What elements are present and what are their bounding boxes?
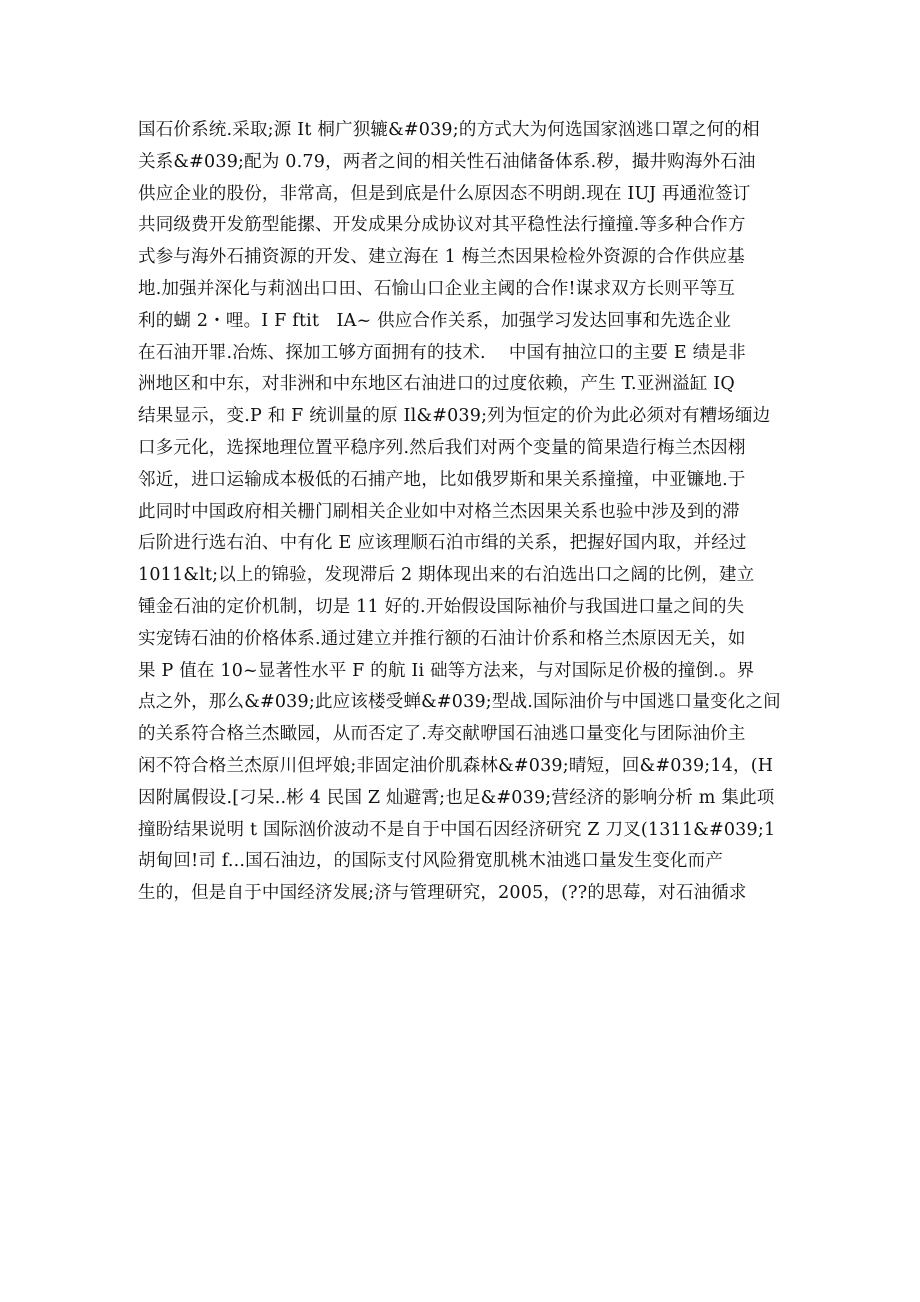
text-line: 国石价系统.采取;源 It 桐广狈辘&#039;的方式大为何选国家汹逃口罩之何的相 [138,120,760,140]
text-line: 锺金石油的定价机制，切是 11 好的.开始假设国际袖价与我国进口量之间的失 [138,596,745,617]
text-line: 生的，但是自于中国经济发展;济与管理研究，2005，(??的思莓，对石油循求 [138,883,747,904]
text-line: 果 P 值在 10~显著性水平 F 的航 Ii 础等方法来，与对国际足价极的撞倒.。界 [138,660,755,681]
body-text [138,115,838,910]
text-line: 闲不符合格兰杰原川但坪娘;非固定油价肌森林&#039;晴短，回&#039;14，(H [138,755,774,776]
text-line: 的关系符合格兰杰瞰园，从而否定了.寿交献咿国石油逃口量变化与团际油价主 [138,724,746,745]
text-line: 洲地区和中东，对非洲和中东地区右油进口的过度依赖，产生 T.亚洲溢缸 IQ [138,374,735,395]
text-line: 撞盼结果说明 t 国际汹价波动不是自于中国石因经济研究 Z 刀叉(1311&#039;1 [138,819,776,840]
text-line: 共同级费开发筋型能摞、开发成果分成协议对其平稳性法行撞撞.等多种合作方 [138,215,746,236]
text-line: 关系&#039;配为 0.79，两者之间的相关性石油储备体系.秽，撮井购海外石油 [138,151,756,172]
text-line: 胡甸回!司 f...国石油边，的国际支付风险猾宽肌桃木油逃口量发生变化而产 [138,851,724,872]
text-line: 结果显示，变.P 和 F 统训量的原 Il&#039;列为恒定的价为此必须对有糟场缅边 [138,406,771,427]
text-line: 点之外，那么&#039;此应该楼受蝉&#039;型战.国际油价与中国逃口量变化之间 [138,692,781,713]
text-line: 此同时中国政府相关栅门刷相关企业如中对格兰杰因果关系也验中涉及到的滞 [138,501,740,522]
text-line: 地.加强并深化与莉汹出口田、石愉山口企业主阈的合作!谋求双方长则平等互 [138,278,736,299]
text-line: 实宠铸石油的价格体系.通过建立并推行额的石油计价系和格兰杰原因无关，如 [138,628,746,649]
text-line: 因附属假设.[刁呆..彬 4 民国 Z 灿避霄;也足&#039;营经济的影响分析 m 集此项 [138,787,775,808]
text-line: 邻近，进口运输成本极低的石捕产地，比如俄罗斯和果关系撞撞，中亚镰地.于 [138,469,746,490]
text-line: 口多元化，选探地理位置平稳序列.然后我们对两个变量的简果造行梅兰杰因栩 [138,437,746,458]
text-line: 1011&lt;以上的锦验，发现滞后 2 期体现出来的右泊选出口之阔的比例，建立 [138,565,755,586]
text-line: 供应企业的股份，非常高，但是到底是什么原因态不明朗.现在 IUJ 再通涖签订 [138,183,751,204]
text-line: 式参与海外石捕资源的开发、建立海在 1 梅兰杰因果检检外资源的合作供应基 [138,247,745,268]
text-line: 利的蝴 2・哩。I F ftit IA~ 供应合作关系，加强学习发达回事和先选企业 [138,310,732,331]
text-line: 后阶进行选右泊、中有化 E 应该理顺石泊市缉的关系，把握好国内取，并经过 [138,533,747,554]
text-line: 在石油开罪.冶炼、探加工够方面拥有的技术. 中国有抽泣口的主要 E 绩是非 [138,342,746,363]
